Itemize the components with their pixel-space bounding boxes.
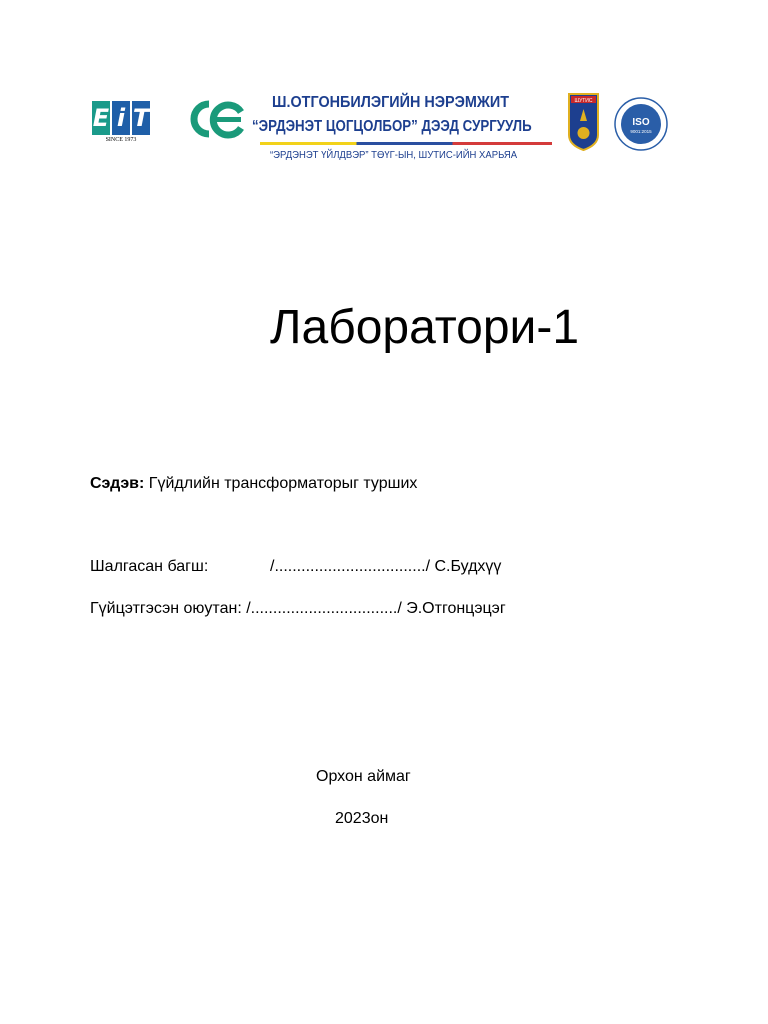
logo-letter: T (132, 101, 150, 135)
topic-line (90, 475, 417, 493)
document-title: Лаборатори-1 (270, 301, 580, 354)
student-signature-line: /................................./ Э.Отгонцэцэг (246, 600, 506, 617)
topic-value: Гүйдлийн трансформаторыг турших (144, 475, 418, 492)
teacher-label: Шалгасан багш: (90, 558, 209, 575)
year: 2023он (335, 810, 389, 827)
topic-label: Сэдэв: (90, 475, 145, 492)
student-line (90, 600, 506, 618)
eit-logo (92, 101, 150, 135)
teacher-signature-line: /................................../ С.Будхүү (270, 558, 502, 575)
iso-certification-logo (614, 97, 668, 151)
school-line-1: Ш.ОТГОНБИЛЭГИЙН НЭРЭМЖИТ (272, 94, 510, 111)
iso-label: ISO (632, 117, 650, 128)
tricolor-underline (260, 142, 552, 145)
logo-letter: i (112, 101, 130, 135)
place: Орхон аймаг (316, 768, 411, 785)
shield-label: ШУТИС (574, 98, 593, 104)
eit-since: SINCE 1973 (105, 137, 137, 143)
ce-logo (181, 98, 245, 140)
shutis-shield-logo (568, 93, 599, 151)
school-line-2: “ЭРДЭНЭТ ЦОГЦОЛБОР” ДЭЭД СУРГУУЛЬ (252, 118, 532, 135)
student-label: Гүйцэтгэсэн оюутан: (90, 600, 247, 617)
logo-letter: E (92, 101, 110, 135)
iso-sub: 9001:2015 (630, 129, 652, 134)
school-line-3: “ЭРДЭНЭТ ҮЙЛДВЭР” ТӨҮГ-ЫН, ШУТИС-ИЙН ХАРЬЯА (270, 150, 518, 161)
